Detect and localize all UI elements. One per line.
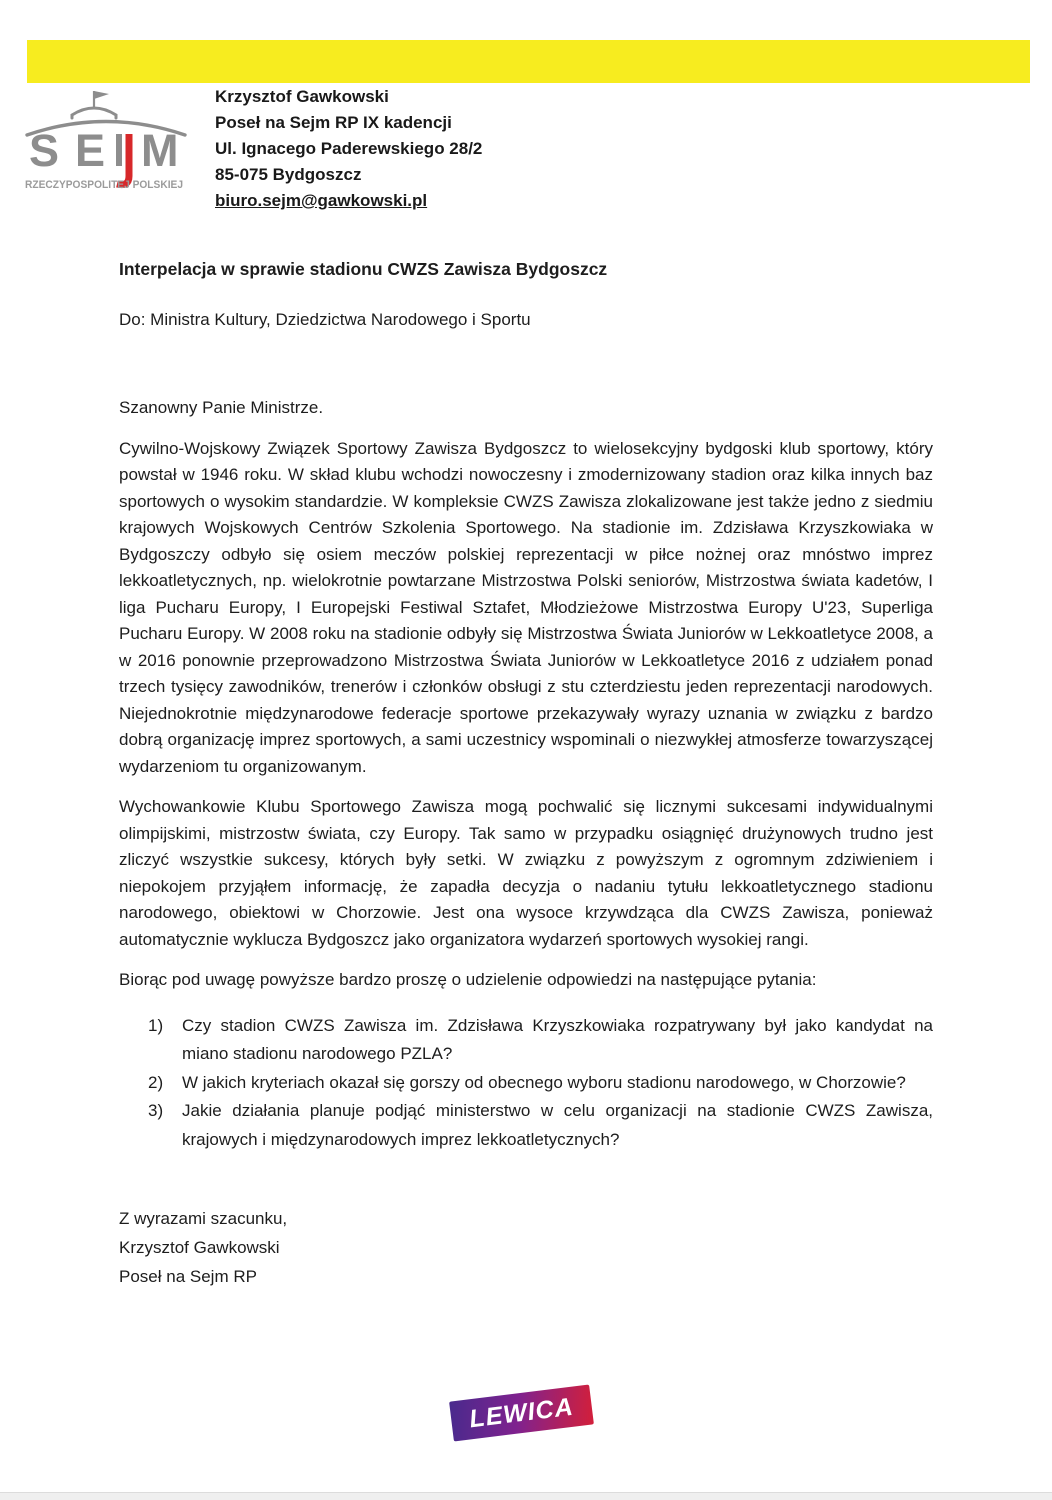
closing-block	[119, 1204, 933, 1291]
question-text: Czy stadion CWZS Zawisza im. Zdzisława Krzyszkowiaka rozpatrywany był jako kandydat na miano stadionu narodowego PZLA?	[182, 1015, 933, 1063]
sejm-letter-m: M	[141, 125, 179, 176]
sejm-logo-graphic	[25, 88, 187, 196]
flag-icon	[94, 91, 109, 107]
question-item	[119, 1012, 933, 1069]
question-text: W jakich kryteriach okazał się gorszy od obecnego wyboru stadionu narodowego, w Chorzowie?	[182, 1072, 906, 1092]
body-paragraph-1: Cywilno-Wojskowy Związek Sportowy Zawisza Bydgoszcz to wielosekcyjny bydgoski klub sportowy, który powstał w 1946 roku. W skład klubu wchodzi nowoczesny i zmodernizowany stadion oraz kilka innych baz sportowych o wysokim standardzie. W kompleksie CWZS Zawisza zlokalizowane jest także jedno z siedmiu krajowych Wojskowych Centrów Szkolenia Sportowego. Na stadionie im. Zdzisława Krzyszkowiaka w Bydgoszczy odbyło się osiem meczów polskiej reprezentacji w piłce nożnej oraz mnóstwo imprez lekkoatletycznych, np. wielokrotnie powtarzane Mistrzostwa Polski seniorów, Mistrzostwa świata kadetów, I liga Pucharu Europy, I Europejski Festiwal Sztafet, Młodzieżowe Mistrzostwa Europy U'23, Superliga Pucharu Europy. W 2008 roku na stadionie odbyły się Mistrzostwa Świata Juniorów w Lekkoatletyce 2008, a w 2016 ponownie przeprowadzono Mistrzostwa Świata Juniorów w Lekkoatletyce 2016 z udziałem ponad trzech tysięcy zawodników, trenerów i członków obsługi z stu czterdziestu jeden reprezentacji narodowych. Niejednokrotnie międzynarodowe federacje sportowe przekazywały wyrazy uznania w związku z bardzo dobrą organizację imprez sportowych, a sami uczestnicy wspominali o niezwykłej atmosferze towarzyszącej wydarzeniom tu organizowanym.	[119, 438, 933, 776]
question-number: 2)	[148, 1072, 164, 1092]
letter-body	[119, 256, 933, 1291]
contact-city: 85-075 Bydgoszcz	[215, 165, 362, 184]
sejm-letter-e: E	[75, 125, 106, 176]
contact-role: Poseł na Sejm RP IX kadencji	[215, 113, 452, 132]
contact-block	[215, 84, 482, 214]
question-number: 3)	[148, 1101, 164, 1120]
sejm-logo	[25, 88, 187, 196]
lewica-logo	[449, 1385, 594, 1442]
lewica-label: LEWICA	[467, 1392, 576, 1433]
body-paragraph-2: Wychowankowie Klubu Sportowego Zawisza mogą pochwalić się licznymi sukcesami indywidualnymi olimpijskimi, mistrzostw świata, czy Europy. Tak samo w przypadku osiągnięć drużynowych trudno jest zliczyć wszystkie sukcesy, których były setki. W związku z powyższym z ogromnym zdziwieniem i niepokojem przyjąłem informację, że zapadła decyzja o nadaniu tytułu lekkoatletycznego stadionu narodowego, obiektowi w Chorzowie. Jest ona wysoce krzywdząca dla CWZS Zawisza, ponieważ automatycznie wyklucza Bydgoszcz jako organizatora wydarzeń sportowych wysokiej rangi.	[119, 797, 933, 949]
bottom-edge-strip	[0, 1492, 1052, 1500]
questions-intro: Biorąc pod uwagę powyższe bardzo proszę o udzielenie odpowiedzi na następujące pytania:	[119, 970, 817, 989]
questions-list	[119, 1012, 933, 1155]
subject-title: Interpelacja w sprawie stadionu CWZS Zawisza Bydgoszcz	[119, 259, 608, 279]
closing-valediction: Z wyrazami szacunku,	[119, 1209, 288, 1228]
question-item	[119, 1069, 933, 1098]
yellow-banner-top	[27, 40, 1030, 83]
dome-small-arc	[72, 108, 116, 118]
contact-street: Ul. Ignacego Paderewskiego 28/2	[215, 139, 483, 158]
closing-title: Poseł na Sejm RP	[119, 1267, 257, 1286]
question-item	[119, 1097, 933, 1154]
sejm-letter-s: S	[29, 125, 60, 176]
sejm-letter-j	[116, 134, 129, 185]
contact-name: Krzysztof Gawkowski	[215, 87, 389, 106]
recipient-line: Do: Ministra Kultury, Dziedzictwa Narodowego i Sportu	[119, 309, 531, 329]
contact-email: biuro.sejm@gawkowski.pl	[215, 191, 428, 210]
question-text: Jakie działania planuje podjąć ministerstwo w celu organizacji na stadionie CWZS Zawisza, krajowych i międzynarodowych imprez lekkoatletycznych?	[182, 1101, 933, 1149]
closing-name: Krzysztof Gawkowski	[119, 1238, 280, 1257]
salutation: Szanowny Panie Ministrze.	[119, 398, 324, 417]
sejm-logo-subtitle: RZECZYPOSPOLITEJ POLSKIEJ	[25, 179, 183, 191]
question-number: 1)	[148, 1015, 164, 1035]
